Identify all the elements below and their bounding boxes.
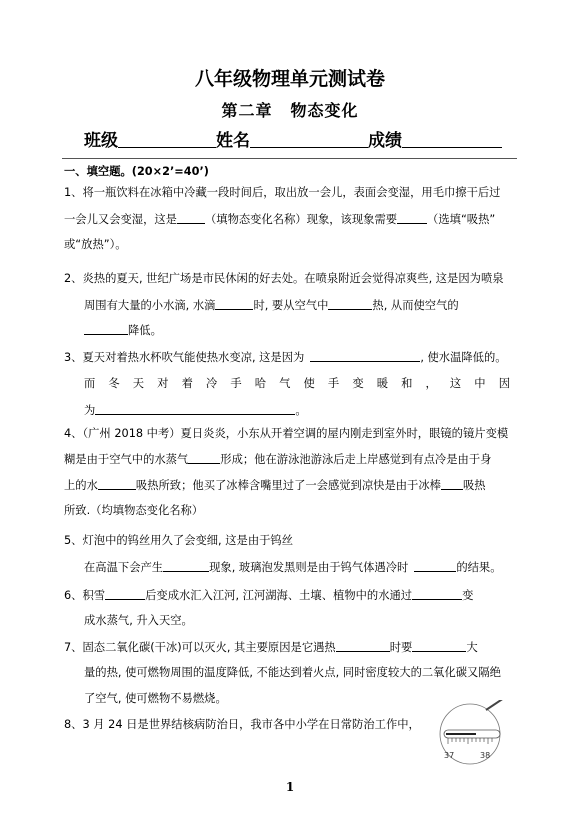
thermo-label-38: 38 [480,751,491,760]
q1-line-3: 或“放热”）。 [64,238,127,251]
score-field[interactable] [402,131,502,148]
q4-blank-3[interactable] [441,478,463,490]
q6-line-2: 成水蒸气, 升入天空。 [84,614,193,627]
scale-ticks [448,738,492,744]
score-label: 成绩 [368,131,402,151]
q2-line-3: 降低。 [84,323,162,338]
student-info-row [84,126,524,151]
header-divider [62,158,517,159]
q3-blank-2[interactable] [95,403,295,415]
q2-line-2: 周围有大量的小水滴, 水滴 时, 要从空气中 热, 从而使空气的 [84,299,459,312]
q5-line-1: 5、灯泡中的钨丝用久了会变细, 这是由于钨丝 [64,534,294,547]
q6-blank-1[interactable] [105,588,145,600]
q6-line-1: 6、积雪 后变成水汇入江河, 江河湖海、土壤、植物中的水通过 变 [64,589,474,602]
q7-blank-2[interactable] [412,640,466,652]
q1-line-2: 一会儿又会变湿，这是 （填物态变化名称）现象，该现象需要 （选填“吸热” [64,213,496,226]
q3-blank-1[interactable] [310,350,420,362]
q3-line-1: 3、夏天对着热水杯吹气能使热水变凉, 这是因为 , 使水温降低的。 [64,351,507,364]
q4-line-3: 上的水 吸热所致；他买了冰棒含嘴里过了一会感觉到凉快是由于冰棒 吸热 [64,479,486,492]
q7-blank-1[interactable] [336,640,390,652]
chapter-subtitle [0,98,580,121]
name-label: 姓名 [216,131,250,151]
thermometer-image [430,700,526,770]
thermo-label-37: 37 [444,751,455,760]
exam-title: 八年级物理单元测试卷 [194,68,385,90]
q7-line-3: 了空气, 使可燃物不易燃烧。 [84,692,227,705]
chapter-number: 第二章 [221,101,273,120]
q2-blank-1[interactable] [215,298,253,310]
q2-line-1: 2、炎热的夏天, 世纪广场是市民休闲的好去处。在喷泉附近会觉得凉爽些, 这是因为喷泉 [64,272,504,285]
q3-line-3: 为 。 [84,404,307,417]
class-field[interactable] [118,131,216,148]
thermometer-stem [486,700,510,710]
q7-line-2: 量的热, 使可燃物周围的温度降低, 不能达到着火点, 同时密度较大的二氧化碳又隔绝 [84,666,501,679]
page-number: 1 [285,780,295,794]
q6-blank-2[interactable] [412,588,462,600]
q1-blank-1[interactable] [177,212,205,224]
q1-blank-2[interactable] [397,212,427,224]
name-field[interactable] [250,131,368,148]
q8-line-1: 8、3 月 24 日是世界结核病防治日，我市各中小学在日常防治工作中， [64,718,420,731]
q4-line-1: 4、（广州 2018 中考）夏日炎炎，小东从开着空调的屋内刚走到室外时，眼镜的镜片变模 [64,427,509,440]
q5-line-2: 在高温下会产生 现象, 玻璃泡发黑则是由于钨气体遇冷时 的结果。 [84,561,502,574]
q4-line-4: 所致.（均填物态变化名称） [64,504,204,517]
q1-line-1: 1、将一瓶饮料在冰箱中冷藏一段时间后，取出放一会儿，表面会变湿，用毛巾擦干后过 [64,186,501,199]
q3-line-2: 而冬天对着冷手哈气使手变暖和，这中因 [84,377,510,390]
q2-blank-3[interactable] [84,323,128,335]
q4-blank-1[interactable] [188,452,220,464]
chapter-name: 物态变化 [290,101,359,120]
q4-line-2: 糊是由于空气中的水蒸气 形成；他在游泳池游泳后走上岸感觉到有点冷是由于身 [64,453,492,466]
q5-blank-1[interactable] [163,560,209,572]
q5-blank-2[interactable] [414,560,456,572]
q2-blank-2[interactable] [328,298,372,310]
section-heading: 一、填空题。(20×2’=40’) [64,165,209,178]
class-label: 班级 [84,131,118,151]
q7-line-1: 7、固态二氧化碳(干冰)可以灭火, 其主要原因是它遇热 时要 大 [64,641,478,654]
q4-blank-2[interactable] [98,478,136,490]
